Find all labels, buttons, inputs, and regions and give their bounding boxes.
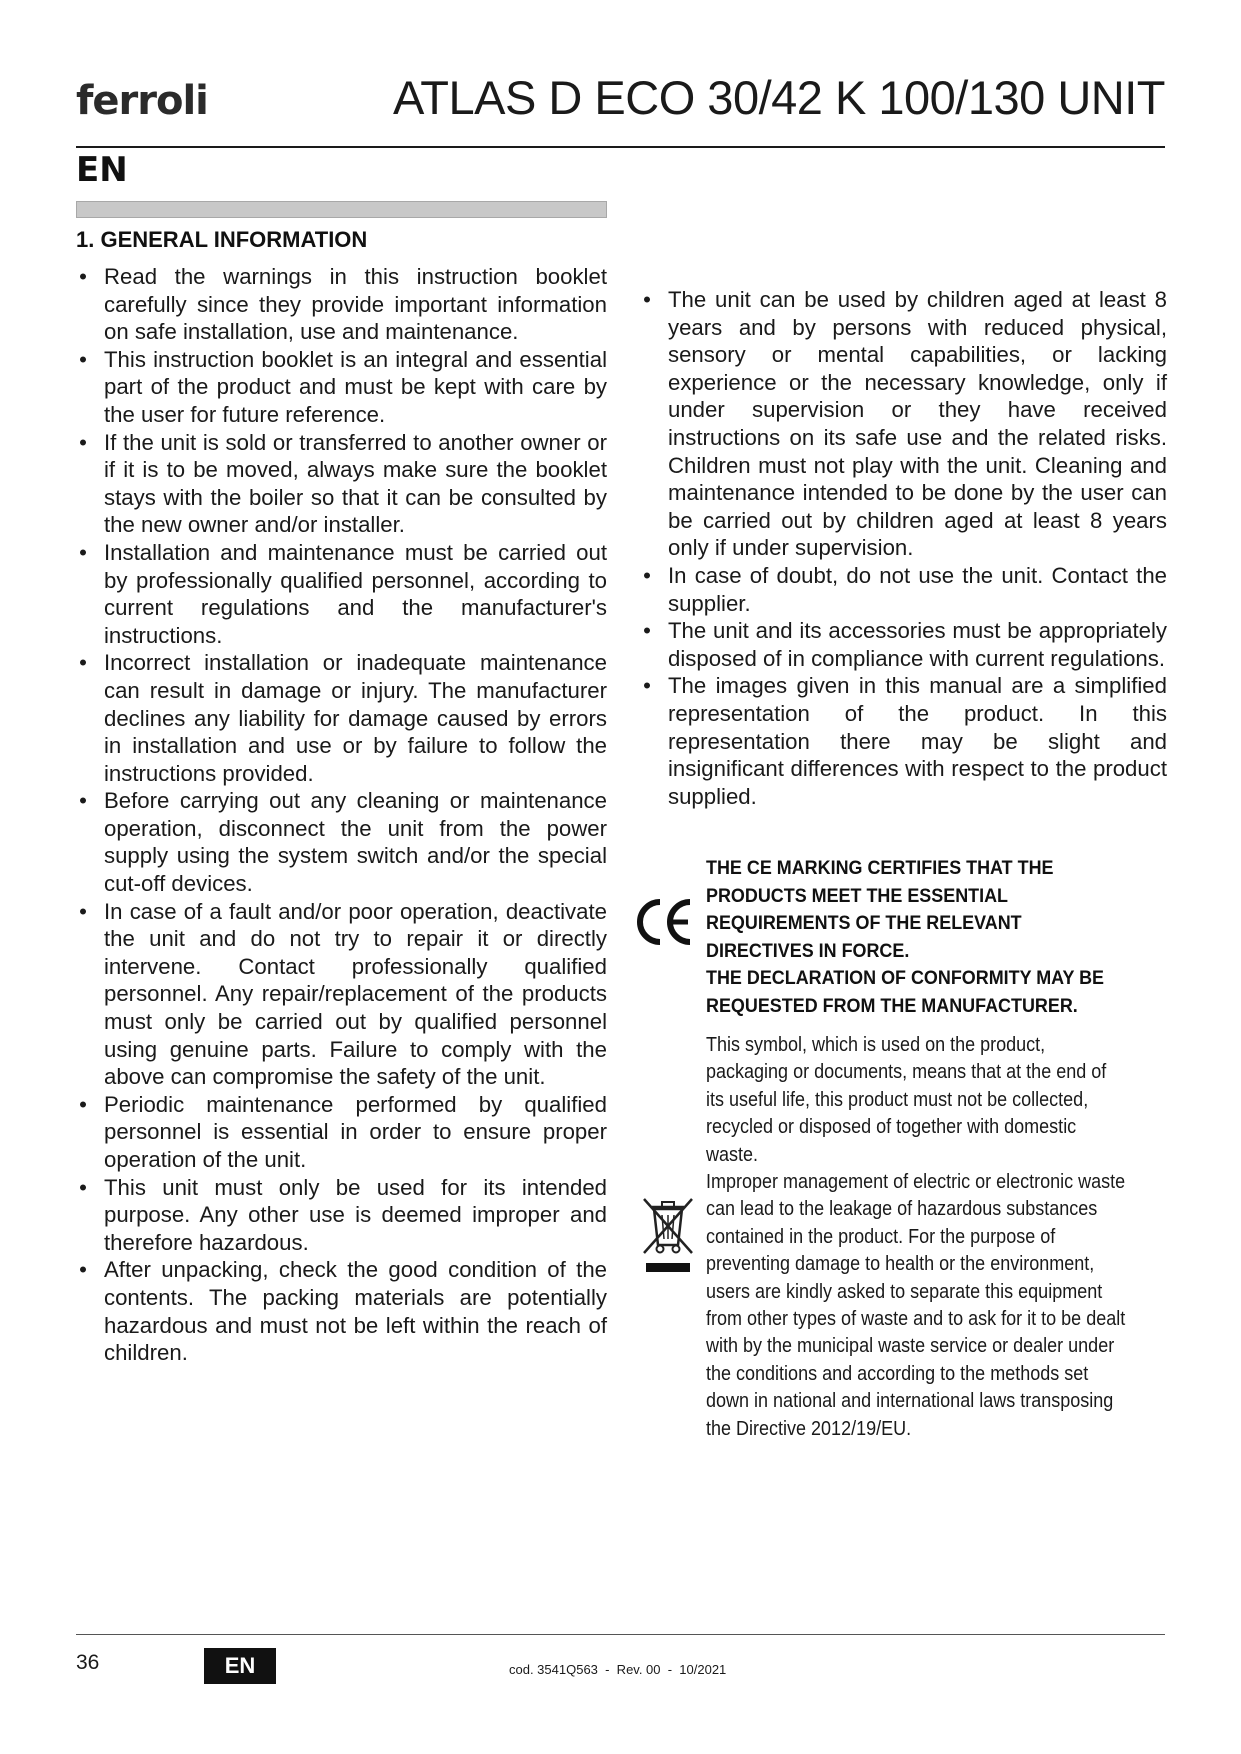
- bullet-icon: •: [79, 1174, 87, 1200]
- bullet-icon: •: [79, 539, 87, 565]
- bullet-icon: •: [643, 562, 651, 588]
- section-bar: [76, 201, 607, 218]
- bullet-icon: •: [79, 429, 87, 455]
- list-item: • In case of a fault and/or poor operation, deactivate the unit and do not try to repair it or directly intervene. Contact professionally qualified personnel. Any repair/replacement of the products must only be carried out by qualified personnel using genuine parts. Failure to comply with the above can compromise the safety of the unit.: [76, 898, 607, 1091]
- ce-statement: THE CE MARKING CERTIFIES THAT THE PRODUCTS MEET THE ESSENTIAL REQUIREMENTS OF THE RELEVANT DIRECTIVES IN FORCE.: [706, 857, 1054, 962]
- weee-disposal-notice: [706, 1032, 1129, 1443]
- document-title: ATLAS D ECO 30/42 K 100/130 UNIT: [392, 71, 1165, 124]
- list-item: • After unpacking, check the good condition of the contents. The packing materials are potentially hazardous and must not be left within the reach of children.: [76, 1256, 607, 1366]
- list-item: • In case of doubt, do not use the unit. Contact the supplier.: [640, 562, 1167, 617]
- page-number: 36: [76, 1651, 100, 1674]
- right-bullet-list: [640, 286, 1167, 810]
- list-item: • The images given in this manual are a simplified representation of the product. In this representation there may be slight and insignificant differences with respect to the product supplied.: [640, 672, 1167, 810]
- left-bullet-list: [76, 263, 607, 1367]
- ce-marking-icon: [636, 896, 696, 948]
- conformity-statement: THE DECLARATION OF CONFORMITY MAY BE REQUESTED FROM THE MANUFACTURER.: [706, 967, 1105, 1017]
- list-item: • Before carrying out any cleaning or maintenance operation, disconnect the unit from the power supply using the system switch and/or the special cut-off devices.: [76, 787, 607, 897]
- weee-paragraph: Improper management of electric or electronic waste can lead to the leakage of hazardous substances contained in the product. For the purpose of preventing damage to health or the environment, users are kindly asked to separate this equipment from other types of waste and to ask for it to be dealt with by the municipal waste service or dealer under the conditions and according to the methods set down in national and international laws transposing the Directive 2012/19/EU.: [706, 1171, 1126, 1440]
- list-item: • Incorrect installation or inadequate maintenance can result in damage or injury. The manufacturer declines any liability for damage caused by errors in installation and use or by failure to follow the instructions provided.: [76, 649, 607, 787]
- footer-divider: [76, 1634, 1165, 1635]
- list-item: • This instruction booklet is an integral and essential part of the product and must be kept with care by the user for future reference.: [76, 346, 607, 429]
- bullet-icon: •: [79, 650, 87, 676]
- ferroli-logo: ferroli: [76, 78, 208, 124]
- bullet-icon: •: [643, 287, 651, 312]
- bullet-icon: •: [643, 673, 651, 699]
- list-item: • This unit must only be used for its intended purpose. Any other use is deemed improper and therefore hazardous.: [76, 1174, 607, 1257]
- left-column: [76, 263, 607, 1367]
- weee-paragraph: This symbol, which is used on the product, packaging or documents, means that at the end of its useful life, this product must not be collected, recycled or disposed of together with domestic waste.: [706, 1034, 1107, 1166]
- list-item: • Installation and maintenance must be carried out by professionally qualified personnel, according to current regulations and the manufacturer's instructions.: [76, 539, 607, 649]
- right-column: [640, 286, 1167, 810]
- header-divider: [76, 146, 1165, 148]
- bullet-icon: •: [79, 898, 87, 924]
- document-code: cod. 3541Q563 - Rev. 00 - 10/2021: [509, 1662, 727, 1677]
- crossed-out-bin-icon: [640, 1195, 696, 1279]
- bullet-icon: •: [79, 1257, 87, 1283]
- list-item: • If the unit is sold or transferred to another owner or if it is to be moved, always make sure the booklet stays with the boiler so that it can be consulted by the new owner and/or installer.: [76, 429, 607, 539]
- list-item: • The unit can be used by children aged at least 8 years and by persons with reduced physical, sensory or mental capabilities, or lacking experience or the necessary knowledge, only if under supervision or they have received instructions on its safe use and the related risks. Children must not play with the unit. Cleaning and maintenance intended to be done by the user can be carried out by children aged at least 8 years only if under supervision.: [640, 286, 1167, 562]
- bullet-icon: •: [79, 264, 87, 289]
- list-item: • The unit and its accessories must be appropriately disposed of in compliance with current regulations.: [640, 617, 1167, 672]
- list-item: • Periodic maintenance performed by qualified personnel is essential in order to ensure proper operation of the unit.: [76, 1091, 607, 1174]
- bullet-icon: •: [79, 346, 87, 372]
- bullet-icon: •: [79, 788, 87, 814]
- bullet-icon: •: [79, 1091, 87, 1117]
- language-heading: EN: [76, 150, 128, 190]
- list-item: • Read the warnings in this instruction booklet carefully since they provide important information on safe installation, use and maintenance.: [76, 263, 607, 346]
- ce-declaration: [706, 855, 1129, 1020]
- bullet-icon: •: [643, 618, 651, 644]
- language-badge: EN: [204, 1648, 276, 1684]
- section-title: 1. GENERAL INFORMATION: [76, 227, 368, 252]
